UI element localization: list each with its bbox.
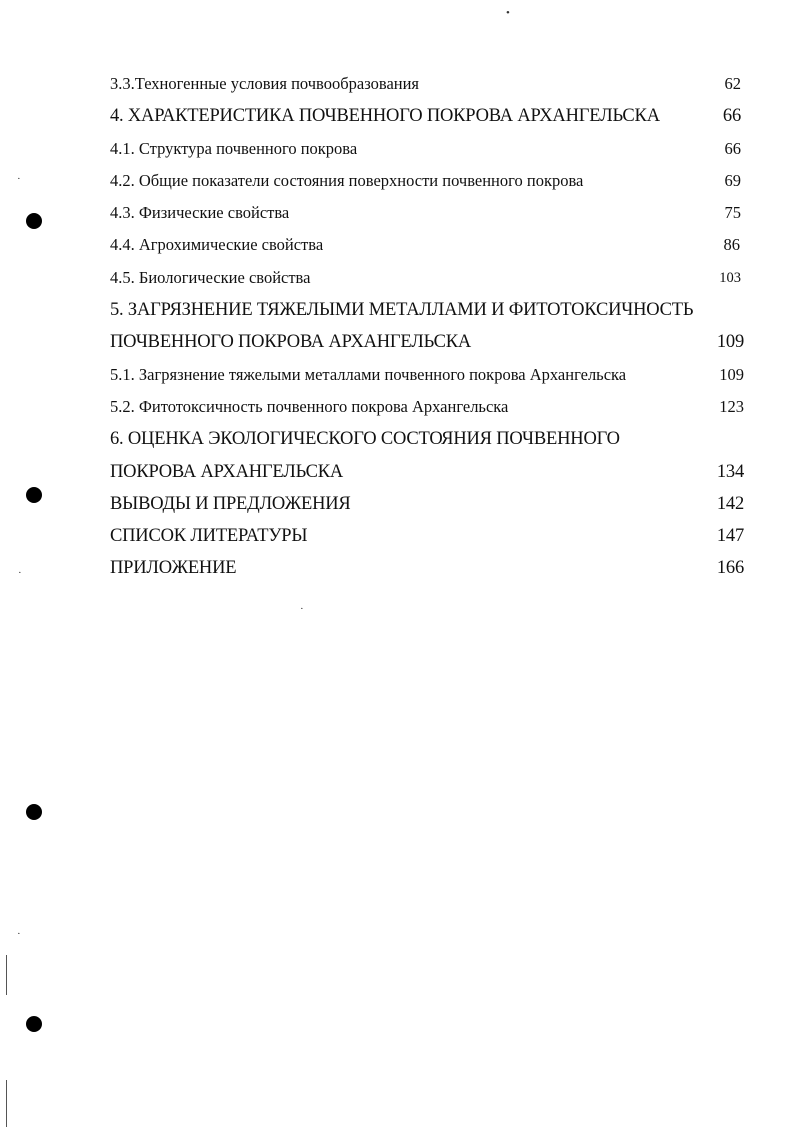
toc-entry	[110, 456, 744, 488]
scan-speck: ·	[18, 567, 22, 579]
toc-entry-page: 75	[724, 203, 741, 223]
toc-entry-title: 4.4. Агрохимические свойства	[110, 235, 324, 255]
toc-entry-page: 123	[719, 396, 744, 416]
toc-entry	[110, 294, 744, 326]
toc-entry	[110, 229, 744, 261]
toc-entry-title: 5.1. Загрязнение тяжелыми металлами почвенного покрова Архангельска	[110, 364, 627, 384]
toc-entry	[110, 520, 744, 552]
toc-entry	[110, 326, 744, 358]
toc-entry-page: 109	[716, 332, 744, 353]
toc-entry	[110, 100, 744, 132]
toc-entry-title: ПРИЛОЖЕНИЕ	[110, 558, 237, 579]
punch-hole	[26, 487, 42, 503]
scan-edge-line	[6, 955, 7, 995]
toc-entry	[110, 165, 744, 197]
toc-entry-title: СПИСОК ЛИТЕРАТУРЫ	[110, 526, 308, 547]
toc-entry-title: ВЫВОДЫ И ПРЕДЛОЖЕНИЯ	[110, 493, 351, 514]
punch-hole	[26, 804, 42, 820]
toc-entry	[110, 68, 744, 100]
punch-hole	[26, 1016, 42, 1032]
scan-speck: ·	[17, 928, 21, 940]
toc-entry-title: 4. ХАРАКТЕРИСТИКА ПОЧВЕННОГО ПОКРОВА АРХАНГЕЛЬСКА	[110, 106, 660, 127]
toc-entry-title: ПОКРОВА АРХАНГЕЛЬСКА	[110, 461, 344, 482]
toc-entry	[110, 133, 744, 165]
toc-entry-title: 4.2. Общие показатели состояния поверхности почвенного покрова	[110, 170, 584, 190]
toc-entry	[110, 391, 744, 423]
scan-speck: ·	[300, 603, 304, 615]
toc-entry-title: 4.3. Физические свойства	[110, 203, 290, 223]
toc-entry-title: 4.5. Биологические свойства	[110, 267, 311, 287]
toc-entry-title: 5.2. Фитотоксичность почвенного покрова Архангельска	[110, 396, 509, 416]
toc-entry-title: 4.1. Структура почвенного покрова	[110, 138, 358, 158]
scan-speck: •	[506, 7, 510, 19]
scan-edge-line	[6, 1080, 7, 1127]
toc-entry-page: 66	[724, 138, 741, 158]
punch-hole	[26, 213, 42, 229]
toc-entry	[110, 359, 744, 391]
scan-speck: ·	[17, 173, 21, 185]
toc-entry-title: 6. ОЦЕНКА ЭКОЛОГИЧЕСКОГО СОСТОЯНИЯ ПОЧВЕННОГО	[110, 429, 620, 450]
toc-entry-page: 147	[716, 526, 744, 547]
toc-entry-page: 134	[716, 461, 744, 482]
toc-entry-page: 109	[719, 364, 744, 384]
table-of-contents	[110, 68, 744, 585]
toc-entry-title: 5. ЗАГРЯЗНЕНИЕ ТЯЖЕЛЫМИ МЕТАЛЛАМИ И ФИТОТОКСИЧНОСТЬ	[110, 300, 694, 321]
toc-entry	[110, 262, 744, 294]
toc-entry-title: ПОЧВЕННОГО ПОКРОВА АРХАНГЕЛЬСКА	[110, 332, 472, 353]
toc-entry-page: 86	[723, 235, 740, 255]
toc-entry	[110, 488, 744, 520]
toc-entry	[110, 197, 744, 229]
toc-entry-page: 166	[716, 558, 744, 579]
toc-entry	[110, 552, 744, 584]
toc-entry-page: 62	[724, 74, 741, 93]
toc-entry-title: 3.3.Техногенные условия почвообразования	[110, 74, 420, 93]
toc-entry-page: 142	[716, 493, 744, 514]
toc-entry-page: 69	[724, 170, 741, 190]
toc-entry-page: 103	[719, 269, 741, 286]
toc-entry-page: 66	[722, 106, 741, 127]
toc-entry	[110, 423, 744, 455]
